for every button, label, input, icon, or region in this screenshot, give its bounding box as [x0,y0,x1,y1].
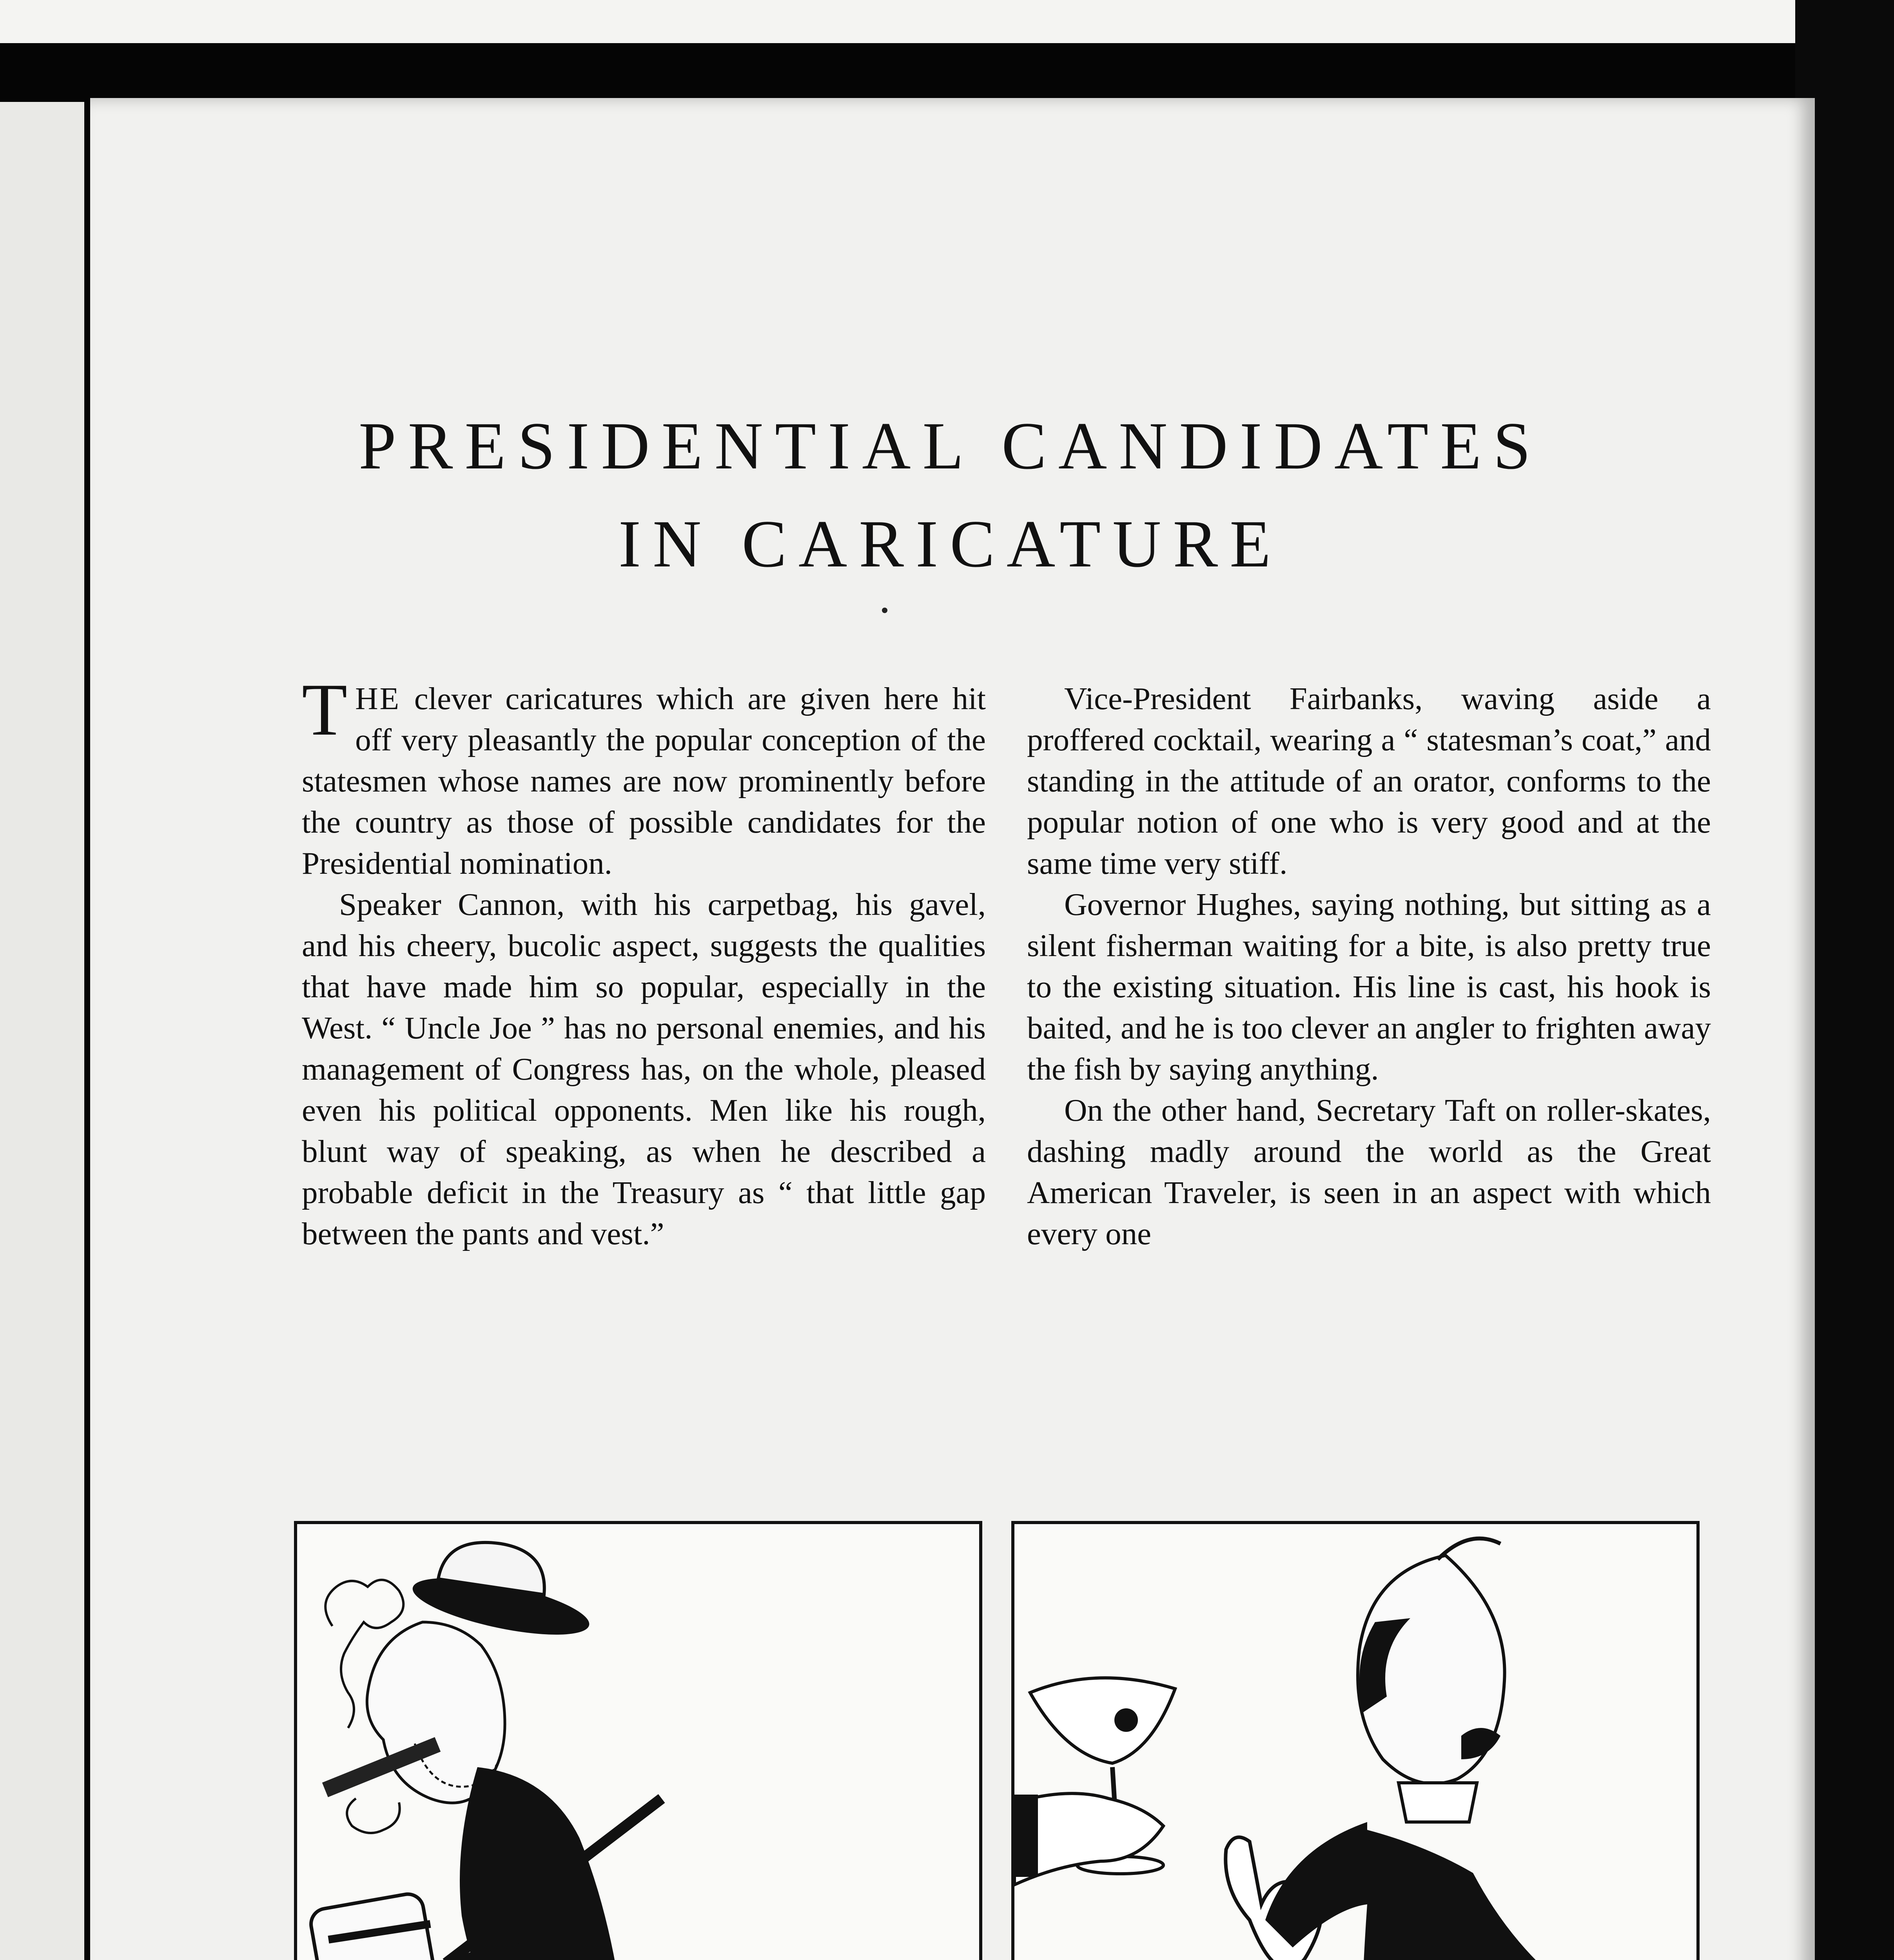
offering-sleeve [1014,1795,1038,1877]
left-page-edge [0,102,84,1960]
paragraph-taft: On the other hand, Secretary Taft on roller-skates, dashing madly around the world as the Great American Traveler, is seen in an aspect with which every one [1027,1093,1711,1251]
drop-cap: T [302,669,348,751]
paragraph-cannon: Speaker Cannon, with his carpetbag, his gavel, and his cheery, bucolic aspect, suggests the qualities that have made him so popular, especially in the West. “ Uncle Joe ” has no personal enemies, and his management of Congress has, on the whole, pleased even his political opponents. Men like his rough, blunt way of speaking, as when he described a probable deficit in the Treasury as “ that little gap between the pants and vest.” [302,887,986,1251]
lead-word: HE [355,681,401,716]
fairbanks-collar [1399,1783,1477,1822]
cannon-caricature [297,1524,979,1960]
illustration-cannon [294,1521,982,1960]
fairbanks-caricature [1014,1524,1696,1960]
right-text-column [1027,678,1711,1254]
fairbanks-moustache [1461,1728,1500,1759]
previous-page-strip [0,0,1795,43]
paragraph-fairbanks: Vice-President Fairbanks, waving aside a proffered cocktail, wearing a “ statesman’s coat,” and standing in the attitude of an orator, conforms to the popular notion of one who is very good and at the same time very stiff. [1027,681,1711,881]
title-ornament [882,608,887,613]
illustration-fairbanks [1011,1521,1700,1960]
cigar-exhale [347,1798,400,1833]
left-text-column [302,669,986,1254]
article-title-line1: PRESIDENTIAL CANDIDATES [359,409,1542,483]
article-title-line2: IN CARICATURE [618,507,1283,581]
paragraph-intro-text: clever caricatures which are given here hit off very pleasantly the popular conception of the statesmen whose names are now prominently before the country as those of possible candidates for the Presidential nomination. [302,681,986,881]
magazine-page [90,98,1815,1960]
paragraph-hughes: Governor Hughes, saying nothing, but sitting as a silent fisherman waiting for a bite, is also pretty true to the existing situation. His line is cast, his hook is baited, and he is too clever an angler to frighten away the fish by saying anything. [1027,887,1711,1087]
paragraph-intro [302,669,986,884]
